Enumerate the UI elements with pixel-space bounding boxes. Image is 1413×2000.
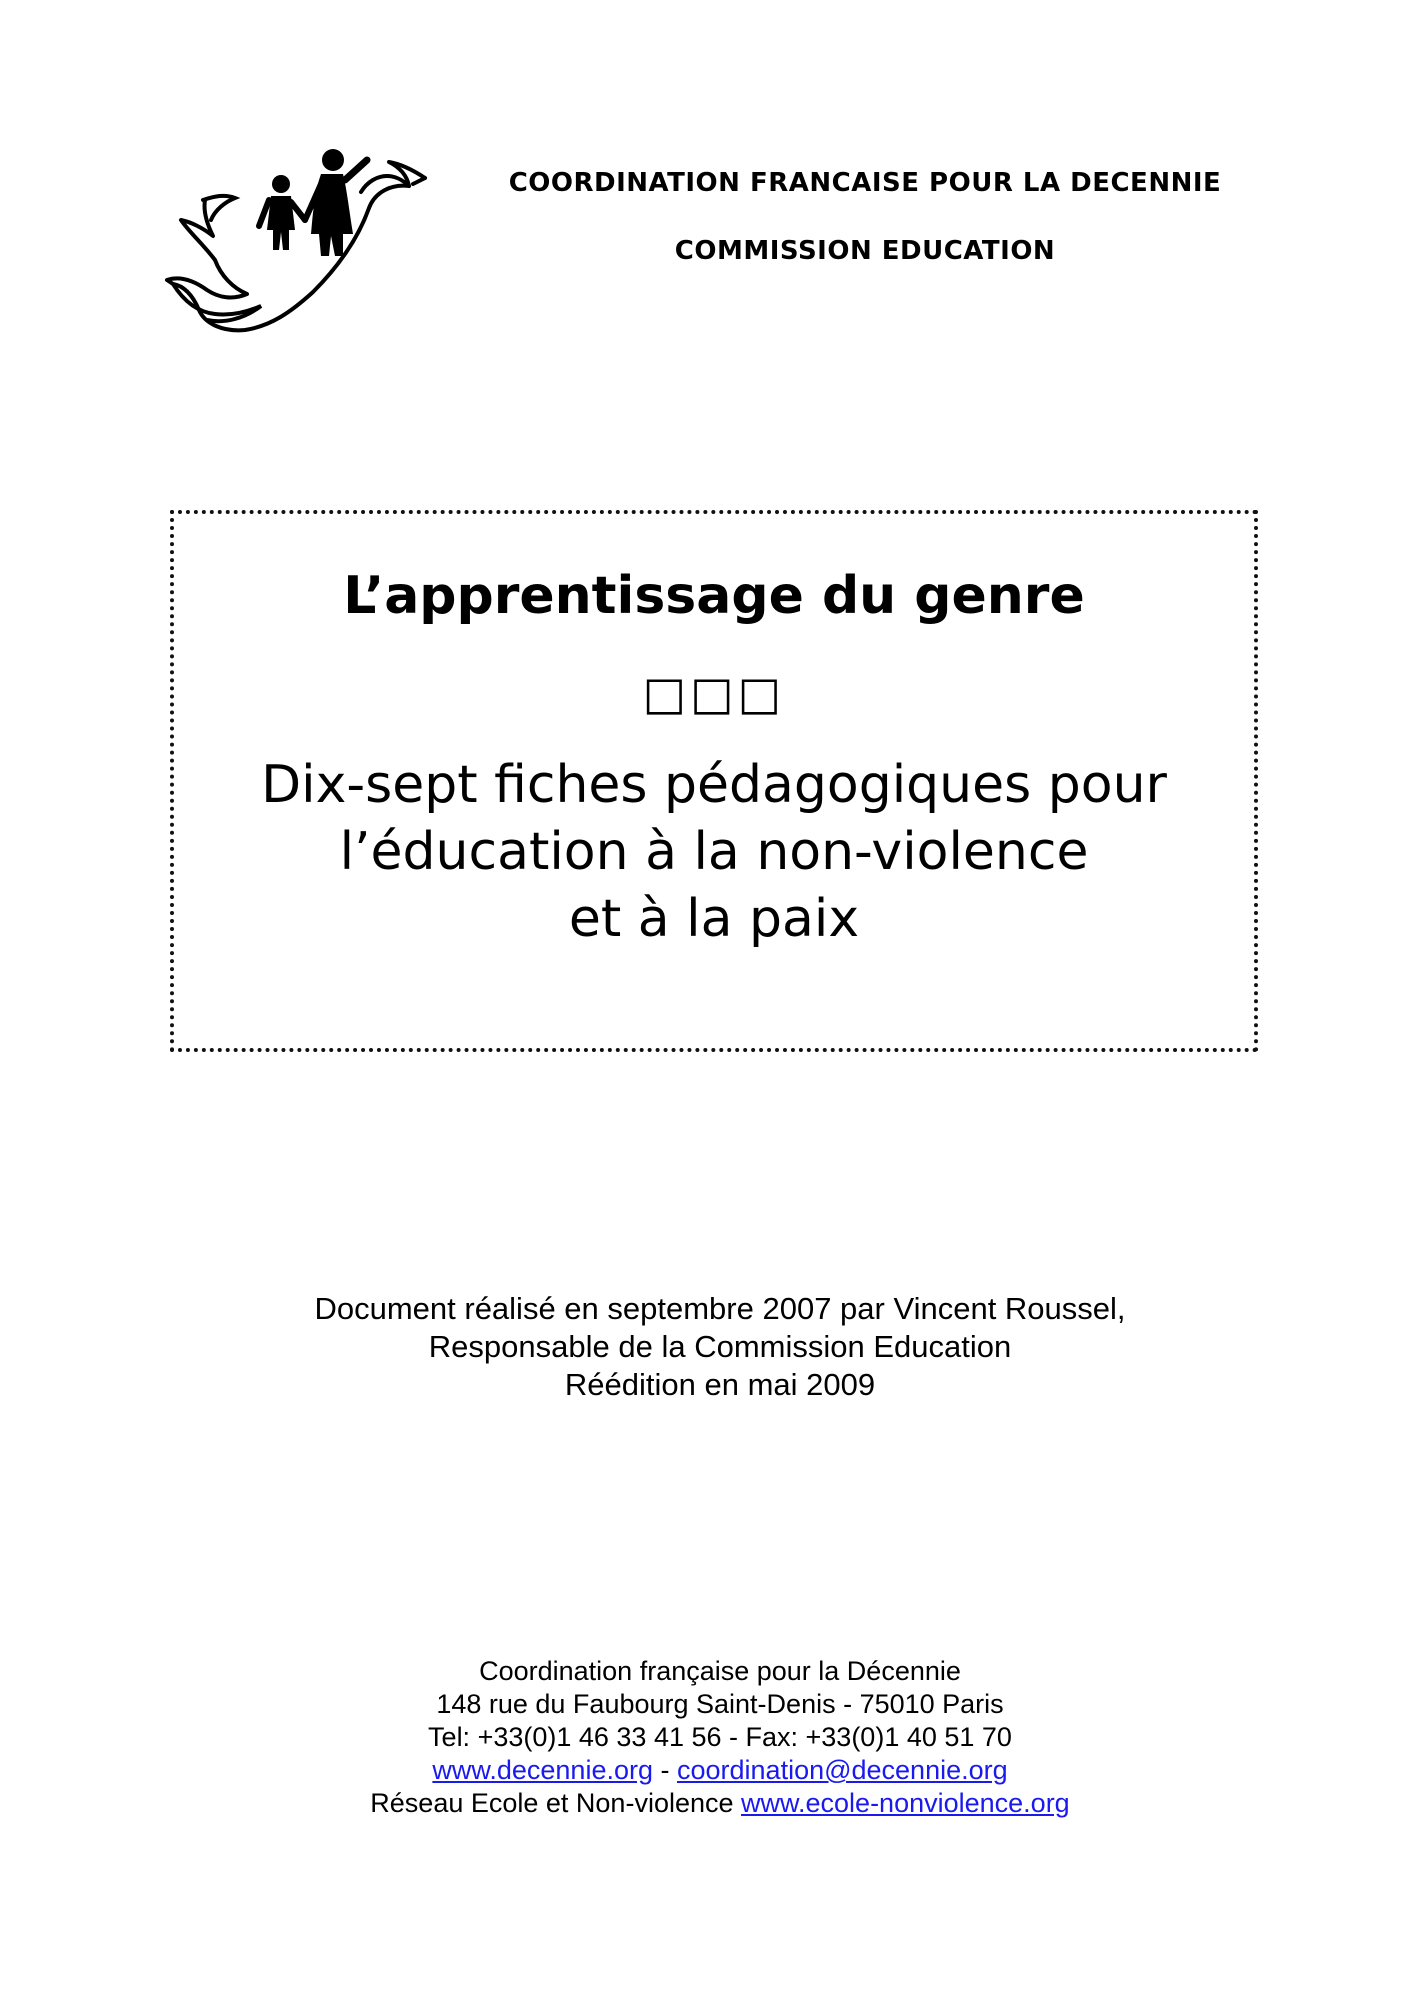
- contact-links-line: [270, 1754, 1170, 1787]
- organization-name: COORDINATION FRANCAISE POUR LA DECENNIE: [508, 168, 1222, 198]
- dove-children-logo-icon: [163, 140, 433, 340]
- contact-phone-fax: Tel: +33(0)1 46 33 41 56 - Fax: +33(0)1 40 51 70: [428, 1722, 1012, 1752]
- website-link[interactable]: www.decennie.org: [432, 1755, 653, 1785]
- contact-address: 148 rue du Faubourg Saint-Denis - 75010 Paris: [436, 1689, 1004, 1719]
- ornament-glyphs: □□□: [642, 666, 786, 720]
- document-subtitle: [174, 752, 1254, 953]
- network-label: Réseau Ecole et Non-violence: [370, 1788, 742, 1818]
- credits-line: Réédition en mai 2009: [564, 1367, 876, 1402]
- subtitle-line: l’éducation à la non-violence: [339, 822, 1089, 882]
- contact-block: [270, 1655, 1170, 1820]
- subtitle-line: Dix-sept fiches pédagogiques pour: [261, 755, 1167, 815]
- contact-organization: Coordination française pour la Décennie: [479, 1656, 961, 1686]
- credits-line: Document réalisé en septembre 2007 par Vincent Roussel,: [314, 1291, 1126, 1326]
- network-line: [270, 1787, 1170, 1820]
- document-title: L’apprentissage du genre: [343, 566, 1085, 626]
- network-site-link[interactable]: www.ecole-nonviolence.org: [741, 1788, 1070, 1818]
- subtitle-line: et à la paix: [568, 889, 860, 949]
- email-link[interactable]: coordination@decennie.org: [677, 1755, 1008, 1785]
- credits-line: Responsable de la Commission Education: [428, 1329, 1012, 1364]
- link-separator: -: [653, 1755, 677, 1785]
- title-box: [170, 510, 1258, 1052]
- commission-name: COMMISSION EDUCATION: [674, 236, 1056, 266]
- credits-block: [270, 1290, 1170, 1404]
